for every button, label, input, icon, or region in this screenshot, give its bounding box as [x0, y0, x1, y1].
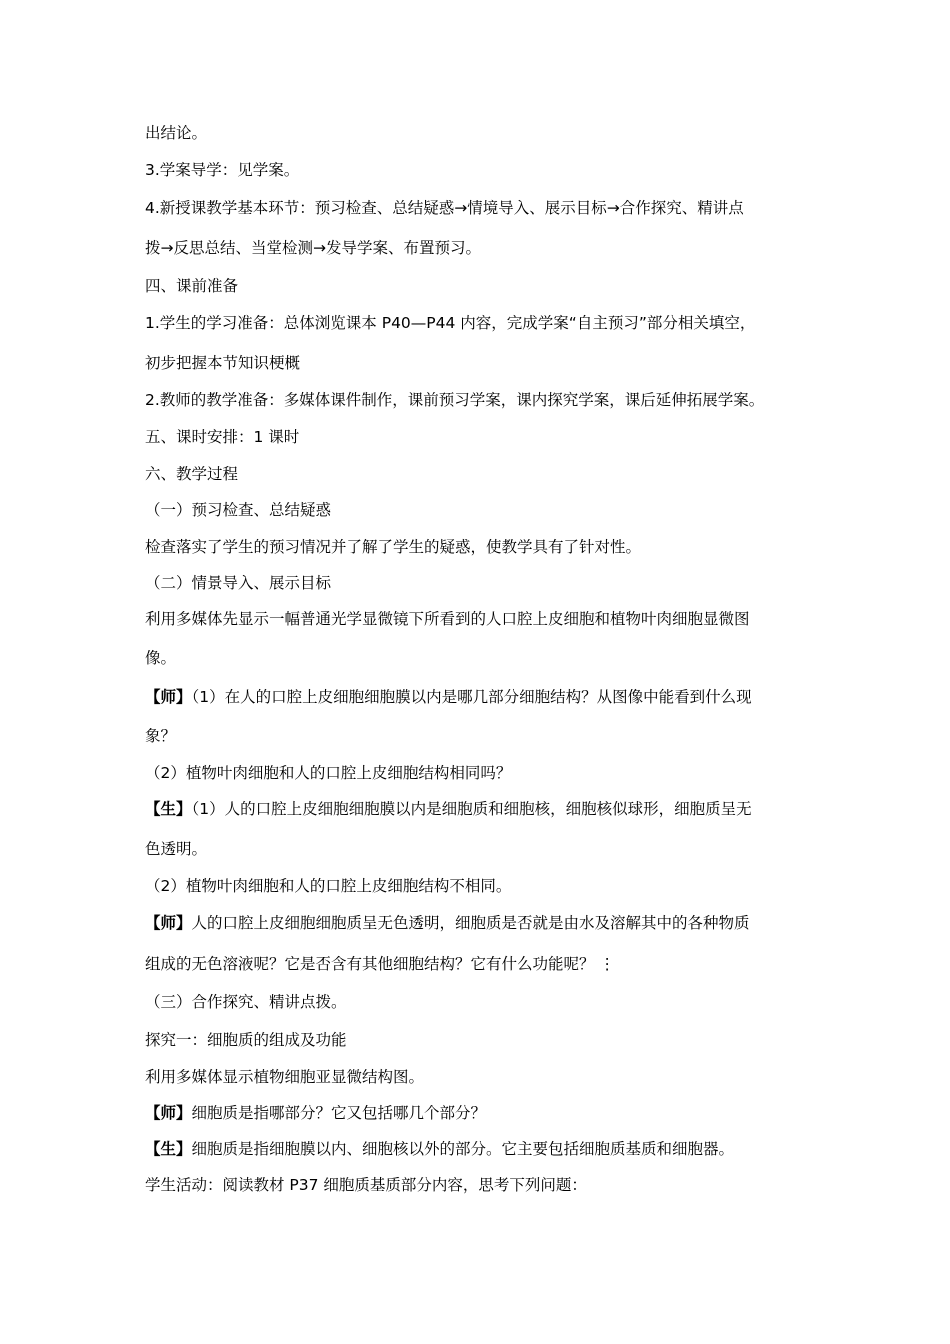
speaker-tag: 【师】 — [145, 1104, 192, 1122]
text-line: 色透明。 — [145, 840, 208, 858]
text-line: 学生活动：阅读教材 P37 细胞质基质部分内容，思考下列问题： — [145, 1176, 587, 1194]
dialogue-line: 【师】人的口腔上皮细胞细胞质呈无色透明，细胞质是否就是由水及溶解其中的各种物质 — [145, 914, 750, 932]
subsection-heading: （一）预习检查、总结疑惑 — [145, 501, 332, 519]
dialogue-line: 【生】（1）人的口腔上皮细胞细胞膜以内是细胞质和细胞核，细胞核似球形，细胞质呈无 — [145, 800, 752, 818]
speaker-tag: 【师】 — [145, 914, 192, 932]
dialogue-line: 【生】细胞质是指细胞膜以内、细胞核以外的部分。它主要包括细胞质基质和细胞器。 — [145, 1140, 735, 1158]
dialogue-line: 【师】细胞质是指哪部分？它又包括哪几个部分？ — [145, 1104, 487, 1122]
text-line: 1.学生的学习准备：总体浏览课本 P40—P44 内容，完成学案“自主预习”部分相关填空， — [145, 314, 756, 332]
text-line: 利用多媒体先显示一幅普通光学显微镜下所看到的人口腔上皮细胞和植物叶肉细胞显微图 — [145, 610, 750, 628]
text-line: 象？ — [145, 727, 177, 745]
text-line: 组成的无色溶液呢？它是否含有其他细胞结构？它有什么功能呢？ ⋮ — [145, 955, 615, 973]
text-line: 出结论。 — [145, 124, 208, 142]
text-line: 4.新授课教学基本环节：预习检查、总结疑惑→情境导入、展示目标→合作探究、精讲点 — [145, 199, 744, 217]
text-line: 拨→反思总结、当堂检测→发导学案、布置预习。 — [145, 239, 481, 257]
speaker-tag: 【生】 — [145, 800, 192, 818]
section-heading: 六、教学过程 — [145, 465, 239, 483]
text-line: 3.学案导学：见学案。 — [145, 161, 300, 179]
section-heading: 五、课时安排：1 课时 — [145, 428, 300, 446]
text-line: 2.教师的教学准备：多媒体课件制作，课前预习学案，课内探究学案，课后延伸拓展学案。 — [145, 391, 765, 409]
subsection-heading: （三）合作探究、精讲点拨。 — [145, 993, 347, 1011]
text-line: 像。 — [145, 649, 177, 667]
text-line: 检查落实了学生的预习情况并了解了学生的疑惑，使教学具有了针对性。 — [145, 538, 642, 556]
text-line: （2）植物叶肉细胞和人的口腔上皮细胞结构不相同。 — [145, 877, 512, 895]
text-line: （2）植物叶肉细胞和人的口腔上皮细胞结构相同吗？ — [145, 764, 512, 782]
text-line: 探究一：细胞质的组成及功能 — [145, 1031, 347, 1049]
text-line: 初步把握本节知识梗概 — [145, 354, 301, 372]
speaker-tag: 【生】 — [145, 1140, 192, 1158]
text-line: 利用多媒体显示植物细胞亚显微结构图。 — [145, 1068, 425, 1086]
dialogue-line: 【师】（1）在人的口腔上皮细胞细胞膜以内是哪几部分细胞结构？从图像中能看到什么现 — [145, 688, 752, 706]
speaker-tag: 【师】 — [145, 688, 192, 706]
subsection-heading: （二）情景导入、展示目标 — [145, 574, 332, 592]
section-heading: 四、课前准备 — [145, 277, 239, 295]
